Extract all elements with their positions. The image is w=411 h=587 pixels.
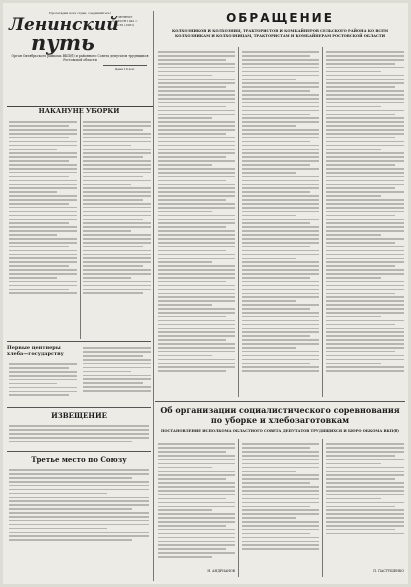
appeal-column-1 bbox=[158, 49, 235, 374]
left-article-column-1 bbox=[9, 119, 77, 296]
section-rule bbox=[7, 451, 151, 452]
publication-date: 3 ИЮЛЯ 1941 г. bbox=[111, 19, 139, 23]
column-divider bbox=[238, 439, 239, 577]
notice-heading: ИЗВЕЩЕНИЕ bbox=[51, 411, 107, 420]
left-middle-column-2 bbox=[83, 345, 151, 394]
notice-text bbox=[9, 423, 149, 445]
left-article-column-2 bbox=[83, 119, 151, 296]
column-divider bbox=[322, 439, 323, 577]
signature-right: П. ПАСТУШЕНКО bbox=[373, 569, 404, 573]
masthead-title-line1: Ленинский bbox=[9, 15, 119, 35]
appeal-column-2 bbox=[242, 49, 319, 374]
resolution-heading: Об организации социалистического соревнования по уборке и хлебозаготовкам bbox=[160, 405, 400, 425]
section-rule bbox=[7, 407, 151, 408]
resolution-column-2 bbox=[242, 441, 319, 552]
appeal-column-3 bbox=[326, 49, 404, 374]
appeal-subheading: КОЛХОЗНИКОВ И КОЛХОЗНИЦ, ТРАКТОРИСТОВ И КОМБАЙНЕРОВ СЕЛЬСКОГО РАЙОНА КО ВСЕМ КОЛХОЗНИКАМ И КОЛХОЗНИЦАМ, ТРАКТОРИСТАМ И КОМБАЙНЕРАМ РОСТОВСКОЙ ОБЛАСТИ bbox=[171, 29, 389, 38]
publication-day: ЧЕТВЕРГ bbox=[117, 15, 133, 19]
left-bottom-heading: Третье место по Союзу bbox=[31, 455, 127, 464]
column-divider bbox=[153, 11, 154, 581]
resolution-column-1 bbox=[158, 441, 235, 560]
left-bottom-text bbox=[9, 467, 149, 543]
column-divider bbox=[238, 47, 239, 397]
newspaper-page bbox=[3, 3, 408, 584]
publication-info bbox=[103, 15, 147, 27]
column-divider bbox=[322, 47, 323, 397]
masthead-title-line2: путь bbox=[31, 30, 95, 55]
resolution-column-3 bbox=[326, 441, 404, 537]
left-article-heading: НАКАНУНЕ УБОРКИ bbox=[38, 107, 120, 115]
signature-left: Н. АНДРИАНОВ bbox=[207, 569, 235, 573]
masthead-slogan: Пролетарии всех стран, соединяйтесь! bbox=[48, 11, 112, 15]
section-rule bbox=[155, 401, 405, 402]
left-middle-column-1 bbox=[9, 361, 77, 398]
issue-number: № 50 (1081) bbox=[115, 23, 135, 27]
masthead-organ: Орган Октябрьского райкома ВКП(б) и районного Совета депутатов трудящихся Ростовской области bbox=[11, 54, 149, 62]
price: Цена 10 коп. bbox=[103, 65, 147, 71]
section-rule bbox=[7, 341, 151, 342]
column-divider bbox=[80, 109, 81, 339]
resolution-subheading: ПОСТАНОВЛЕНИЕ ИСПОЛКОМА ОБЛАСТНОГО СОВЕТА ДЕПУТАТОВ ТРУДЯЩИХСЯ И БЮРО ОБКОМА ВКП(б) bbox=[161, 429, 399, 433]
appeal-heading: ОБРАЩЕНИЕ bbox=[226, 11, 334, 25]
left-middle-heading: Первые центнеры хлеба—государству bbox=[7, 345, 64, 357]
